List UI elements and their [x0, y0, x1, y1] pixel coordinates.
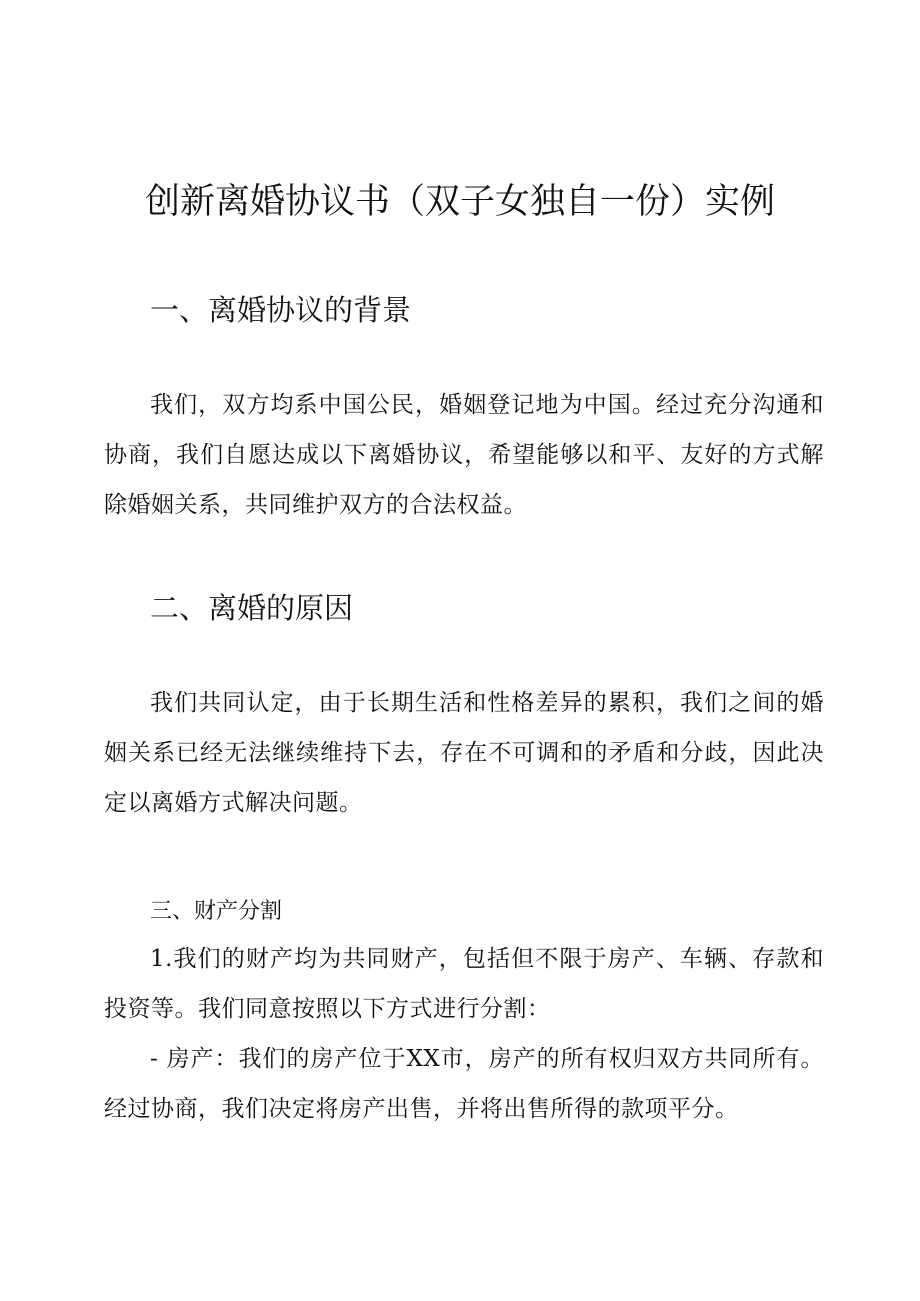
document-title: 创新离婚协议书（双子女独自一份）实例: [144, 182, 775, 222]
section-heading-background: 一、离婚协议的背景: [150, 293, 412, 327]
paragraph-property-overview: 1.我们的财产均为共同财产，包括但不限于房产、车辆、存款和投资等。我们同意按照以下方式进行分割：: [104, 946, 824, 1022]
paragraph-property-house: - 房产：我们的房产位于XX市，房产的所有权归双方共同所有。经过协商，我们决定将房产出售，并将出售所得的款项平分。: [104, 1046, 824, 1122]
section-heading-property: 三、财产分割: [150, 899, 283, 924]
section-heading-reason: 二、离婚的原因: [150, 591, 354, 625]
paragraph-reason: 我们共同认定，由于长期生活和性格差异的累积，我们之间的婚姻关系已经无法继续维持下去，存在不可调和的矛盾和分歧，因此决定以离婚方式解决问题。: [104, 690, 824, 816]
paragraph-background: 我们，双方均系中国公民，婚姻登记地为中国。经过充分沟通和协商，我们自愿达成以下离婚协议，希望能够以和平、友好的方式解除婚姻关系，共同维护双方的合法权益。: [104, 392, 824, 518]
